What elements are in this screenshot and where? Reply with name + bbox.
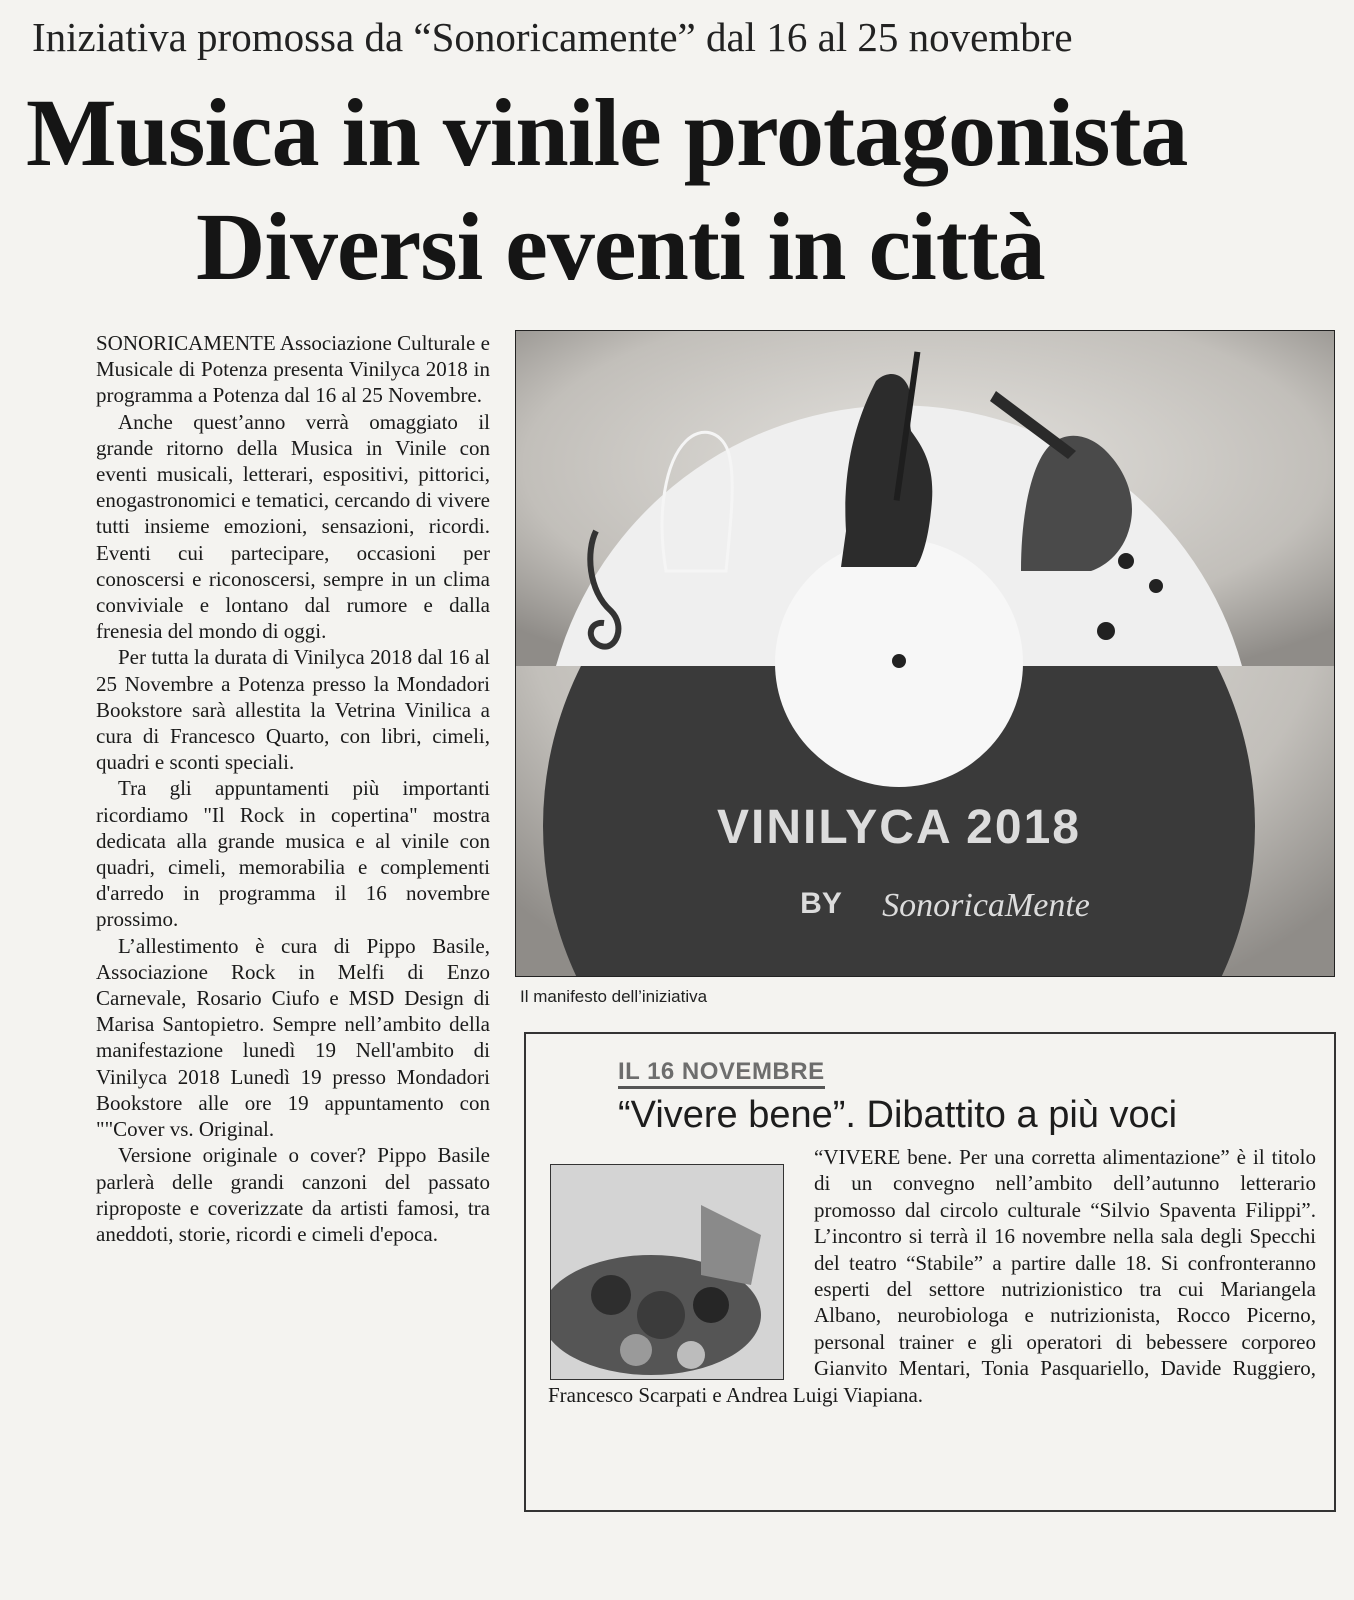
paragraph-1-text: Associazione Culturale e Musicale di Potenza presenta Vinilyca 2018 in programma a Potenza dal 16 al 25 Novembre. [96, 331, 490, 408]
article-paragraph-3: Per tutta la durata di Vinilyca 2018 dal 16 al 25 Novembre a Potenza presso la Mondadori Bookstore sarà allestita la Vetrina Vinilica a cura di Francesco Quarto, con libri, cimeli, quadri e sconti speciali. [96, 645, 490, 775]
music-note-2 [1149, 579, 1163, 593]
vinyl-spindle-hole [892, 654, 906, 668]
article-kicker: Iniziativa promossa da “Sonoricamente” dal 16 al 25 novembre [32, 14, 1073, 60]
poster-caption: Il manifesto dell’iniziativa [520, 987, 708, 1006]
poster-artwork [516, 331, 1334, 976]
music-note-1 [1118, 553, 1134, 569]
article-paragraph-5: L’allestimento è cura di Pippo Basile, Associazione Rock in Melfi di Enzo Carnevale, Rosario Ciufo e MSD Design di Marisa Santopietro. Sempre nell’ambito della manifestazione lunedì 19 Nell'ambito di Vinilyca 2018 Lunedì 19 presso Mondadori Bookstore alle ore 19 appuntamento con ""Cover vs. Original. [96, 933, 490, 1142]
article-headline-line2: Diversi eventi in città [196, 193, 1045, 300]
sidebar-box [524, 1032, 1336, 1512]
article-headline-line1: Musica in vinile protagonista [26, 79, 1188, 186]
sidebar-paragraph: “VIVERE bene. Per una corretta alimentazione” è il titolo di un convegno nell’ambito dell’autunno letterario promosso dal circolo culturale “Silvio Spaventa Filippi”. L’incontro si terrà il 16 novembre nella sala degli Specchi del teatro “Stabile” a partire dalle 18. Si confronteranno esperti del settore nutrizionistico tra cui Mariangela Albano, neurobiologa e nutrizionista, Rocco Picerno, personal trainer e gli operatori di bebessere corporeo Gianvito Mentari, Tonia Pasquariello, Davide Ruggiero, Francesco Scarpati e Andrea Luigi Viapiana. [548, 1145, 1316, 1407]
sidebar-kicker: IL 16 NOVEMBRE [618, 1058, 825, 1089]
article-paragraph-1 [96, 330, 490, 409]
photo-spacer [548, 1144, 798, 1380]
poster-by: BY [800, 887, 842, 920]
lead-caps: SONORICAMENTE [96, 331, 276, 355]
article-body-column [96, 330, 490, 1247]
article-paragraph-4: Tra gli appuntamenti più importanti ricordiamo "Il Rock in copertina" mostra dedicata alla grande musica e al vinile con quadri, cimeli, memorabilia e complementi d'arredo in programma il 16 novembre prossimo. [96, 776, 490, 932]
music-note-3 [1097, 622, 1115, 640]
event-poster-image [515, 330, 1335, 977]
sidebar-body [548, 1144, 1316, 1408]
poster-title: VINILYCA 2018 [717, 801, 1081, 854]
poster-logo: SonoricaMente [882, 887, 1090, 924]
sidebar-title: “Vivere bene”. Dibattito a più voci [618, 1094, 1178, 1136]
article-paragraph-6: Versione originale o cover? Pippo Basile parlerà delle grandi canzoni del passato riproposte e coverizzate da artisti famosi, tra aneddoti, storie, ricordi e cimeli d'epoca. [96, 1143, 490, 1246]
article-paragraph-2: Anche quest’anno verrà omaggiato il grande ritorno della Musica in Vinile con eventi musicali, letterari, espositivi, pittorici, enogastronomici e tematici, cercando di vivere tutti insieme emozioni, sensazioni, ricordi. Eventi cui partecipare, occasioni per conoscersi e riconoscersi, sempre in un clima conviviale e lontano dal rumore e dalla frenesia del mondo di oggi. [96, 409, 490, 644]
